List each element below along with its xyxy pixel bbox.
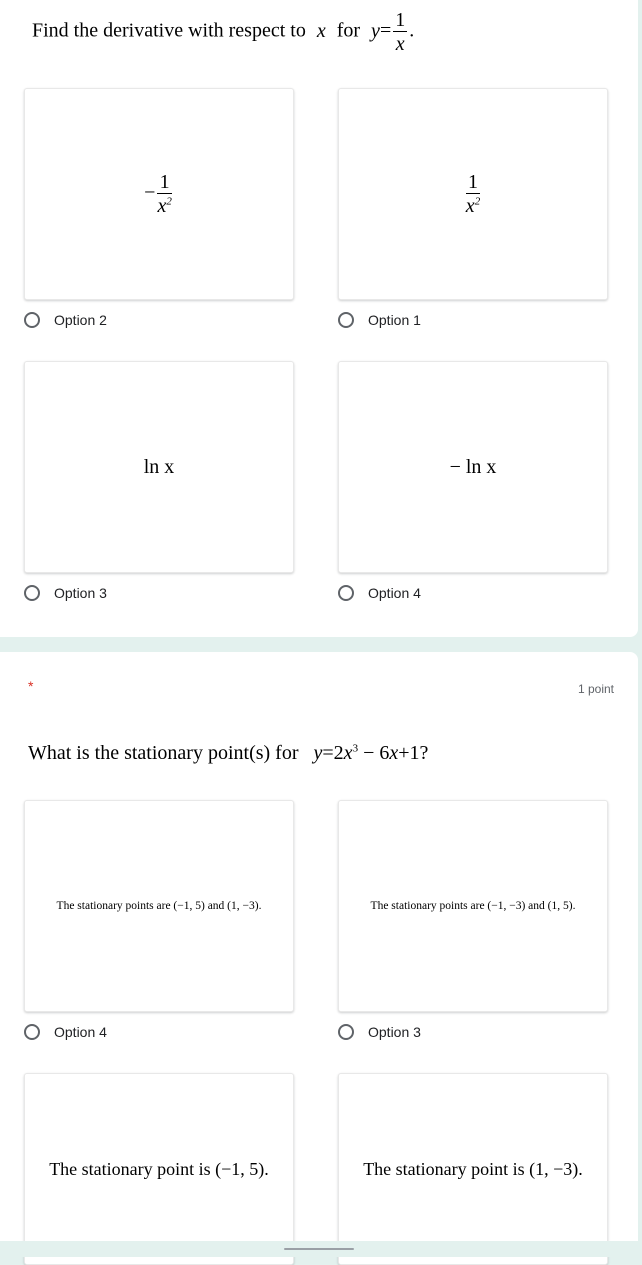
minus-sign: − [144,181,156,204]
answer-text: The stationary points are (−1, −3) and (1, 5). [370,900,576,912]
den-exponent: 2 [166,195,172,208]
eq-plus-one: +1? [398,742,429,764]
answer-box-ln-x[interactable] [24,361,294,573]
fraction [466,172,480,216]
eq-coefficient: 2 [333,742,344,764]
answer-box-neg-ln-x[interactable] [338,361,608,573]
radio-circle-icon[interactable] [338,1024,354,1040]
question-1-period: . [409,19,415,42]
eq-equals: = [322,742,334,764]
required-asterisk: * [28,678,34,694]
fraction-numerator: 1 [157,172,171,194]
den-exponent: 2 [474,195,481,208]
radio-circle-icon[interactable] [24,312,40,328]
radio-circle-icon[interactable] [24,585,40,601]
fraction-numerator: 1 [466,172,480,194]
option-label: Option 4 [54,1024,107,1040]
option-radio-q2-b[interactable] [338,1024,421,1040]
fraction-numerator: 1 [395,9,406,31]
den-base: x [157,195,167,217]
answer-box-q2-d[interactable] [338,1073,608,1265]
option-label: Option 3 [368,1024,421,1040]
question-2-text [28,742,428,765]
option-radio-q1-a[interactable] [24,312,107,328]
answer-box-q2-c[interactable] [24,1073,294,1265]
math-neg-ln-x: − ln x [449,455,497,478]
question-1-variable: x [316,19,326,42]
answer-box-q2-b[interactable] [338,800,608,1012]
answer-box-neg-inverse-square[interactable] [24,88,294,300]
answer-text: The stationary point is (−1, 5). [49,1158,269,1179]
option-radio-q1-b[interactable] [338,312,421,328]
question-1-lhs: y [371,19,380,42]
question-1-equals: = [379,19,392,42]
fraction-denominator [157,194,171,216]
eq-minus-six: − 6 [363,742,390,764]
option-radio-q1-d[interactable] [338,585,421,601]
fraction-denominator: x [395,33,405,55]
eq-y: y [313,742,323,764]
option-radio-q2-a[interactable] [24,1024,107,1040]
radio-circle-icon[interactable] [338,312,354,328]
option-radio-q1-c[interactable] [24,585,107,601]
question-1-for: for [336,19,361,42]
radio-circle-icon[interactable] [338,585,354,601]
points-label: 1 point [577,682,614,696]
question-1-fraction [393,10,407,54]
answer-text: The stationary point is (1, −3). [363,1158,583,1179]
math-neg-one-over-x-squared [144,172,174,216]
fraction-denominator [466,194,480,216]
option-label: Option 4 [368,585,421,601]
math-one-over-x-squared [464,172,482,216]
eq-x2: x [389,742,399,764]
eq-exponent: 3 [352,742,359,755]
math-ln-x: ln x [143,455,175,478]
option-label: Option 1 [368,312,421,328]
radio-circle-icon[interactable] [24,1024,40,1040]
option-label: Option 3 [54,585,107,601]
option-label: Option 2 [54,312,107,328]
answer-text: The stationary points are (−1, 5) and (1, −3). [56,900,262,912]
question-1-prefix: Find the derivative with respect to [32,19,306,42]
scroll-handle[interactable] [284,1248,354,1250]
question-1-text [32,10,414,54]
eq-x: x [343,742,353,764]
fraction [157,172,171,216]
answer-box-inverse-square[interactable] [338,88,608,300]
question-2-prefix: What is the stationary point(s) for [28,742,299,764]
den-base: x [465,195,475,217]
answer-box-q2-a[interactable] [24,800,294,1012]
question-2-equation [314,742,429,764]
